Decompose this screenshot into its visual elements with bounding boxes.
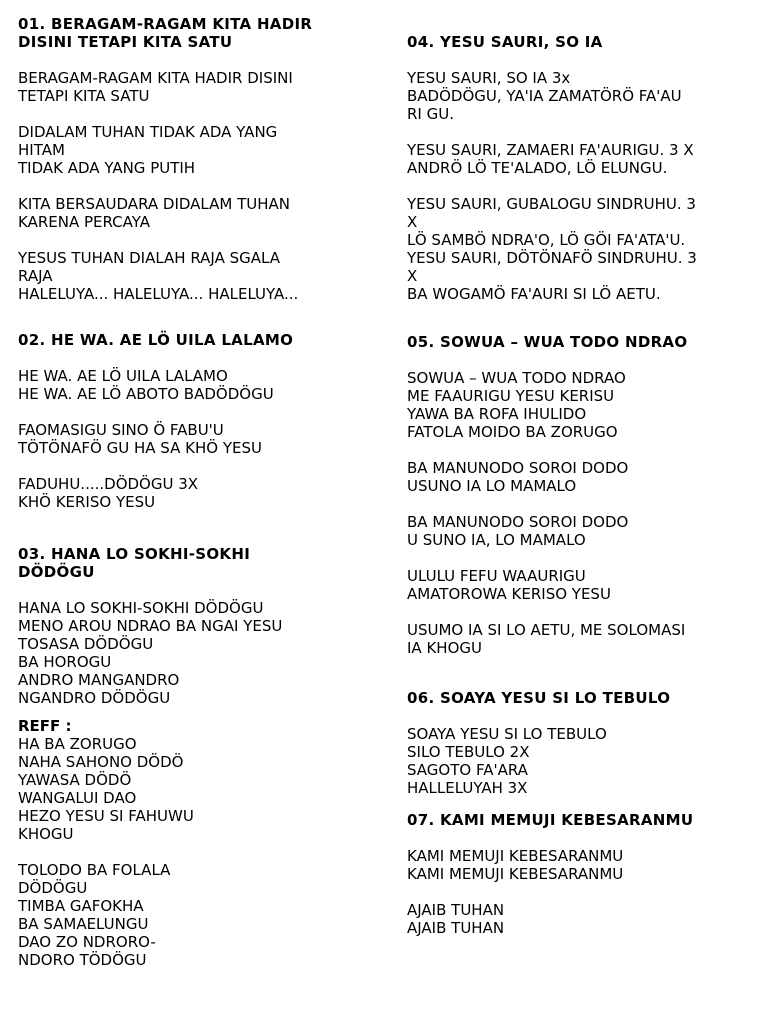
song-05-title: 05. SOWUA – WUA TODO NDRAO — [407, 333, 688, 351]
song-01-verse-4: YESUS TUHAN DIALAH RAJA SGALA RAJA HALELUYA... HALELUYA... HALELUYA... — [18, 249, 299, 303]
song-01 — [18, 15, 378, 303]
song-05-verse-3: BA MANUNODO SOROI DODO U SUNO IA, LO MAMALO — [407, 513, 629, 549]
song-01-verse-1: BERAGAM-RAGAM KITA HADIR DISINI TETAPI KITA SATU — [18, 69, 293, 105]
song-07-verse-2: AJAIB TUHAN AJAIB TUHAN — [407, 901, 505, 937]
song-03-refrain: HA BA ZORUGO NAHA SAHONO DÖDÖ YAWASA DÖDÖ WANGALUI DAO HEZO YESU SI FAHUWU KHOGU — [18, 735, 194, 843]
song-03-reff-label: REFF : — [18, 717, 72, 735]
song-04-verse-2: YESU SAURI, ZAMAERI FA'AURIGU. 3 X ANDRÖ LÖ TE'ALADO, LÖ ELUNGU. — [407, 141, 694, 177]
song-04-verse-1: YESU SAURI, SO IA 3x BADÖDÖGU, YA'IA ZAMATÖRÖ FA'AU RI GU. — [407, 69, 682, 123]
song-06 — [407, 689, 757, 797]
song-04 — [407, 33, 757, 303]
song-02-verse-2: FAOMASIGU SINO Ö FABU'U TÖTÖNAFÖ GU HA SA KHÖ YESU — [18, 421, 262, 457]
song-04-verse-3: YESU SAURI, GUBALOGU SINDRUHU. 3 X LÖ SAMBÖ NDRA'O, LÖ GÖI FA'ATA'U. YESU SAURI, DÖTÖNAFÖ SINDRUHU. 3 X BA WOGAMÖ FA'AURI SI LÖ AETU. — [407, 195, 697, 303]
song-06-title: 06. SOAYA YESU SI LO TEBULO — [407, 689, 671, 707]
song-01-verse-3: KITA BERSAUDARA DIDALAM TUHAN KARENA PERCAYA — [18, 195, 291, 231]
song-07-verse-1: KAMI MEMUJI KEBESARANMU KAMI MEMUJI KEBESARANMU — [407, 847, 624, 883]
song-06-verse-1: SOAYA YESU SI LO TEBULO SILO TEBULO 2X SAGOTO FA'ARA HALLELUYAH 3X — [407, 725, 607, 797]
song-05-verse-2: BA MANUNODO SOROI DODO USUNO IA LO MAMALO — [407, 459, 629, 495]
song-03-verse-1: HANA LO SOKHI-SOKHI DÖDÖGU MENO AROU NDRAO BA NGAI YESU TOSASA DÖDÖGU BA HOROGU ANDRO MANGANDRO NGANDRO DÖDÖGU — [18, 599, 283, 707]
song-04-title: 04. YESU SAURI, SO IA — [407, 33, 603, 51]
song-07-title: 07. KAMI MEMUJI KEBESARANMU — [407, 811, 694, 829]
song-03-verse-2: TOLODO BA FOLALA DÖDÖGU TIMBA GAFOKHA BA SAMAELUNGU DAO ZO NDRORO- NDORO TÖDÖGU — [18, 861, 171, 969]
song-02-verse-1: HE WA. AE LÖ UILA LALAMO HE WA. AE LÖ ABOTO BADÖDÖGU — [18, 367, 274, 403]
song-03-title: 03. HANA LO SOKHI-SOKHI DÖDÖGU — [18, 545, 251, 581]
song-05 — [407, 333, 757, 657]
song-01-verse-2: DIDALAM TUHAN TIDAK ADA YANG HITAM TIDAK ADA YANG PUTIH — [18, 123, 278, 177]
song-02-verse-3: FADUHU.....DÖDÖGU 3X KHÖ KERISO YESU — [18, 475, 199, 511]
song-05-verse-4: ULULU FEFU WAAURIGU AMATOROWA KERISO YESU — [407, 567, 611, 603]
song-03 — [18, 545, 378, 969]
song-05-verse-5: USUMO IA SI LO AETU, ME SOLOMASI IA KHOGU — [407, 621, 686, 657]
song-07 — [407, 811, 757, 937]
song-05-verse-1: SOWUA – WUA TODO NDRAO ME FAAURIGU YESU KERISU YAWA BA ROFA IHULIDO FATOLA MOIDO BA ZORUGO — [407, 369, 626, 441]
song-01-title: 01. BERAGAM-RAGAM KITA HADIR DISINI TETAPI KITA SATU — [18, 15, 313, 51]
song-02 — [18, 331, 378, 511]
song-02-title: 02. HE WA. AE LÖ UILA LALAMO — [18, 331, 294, 349]
